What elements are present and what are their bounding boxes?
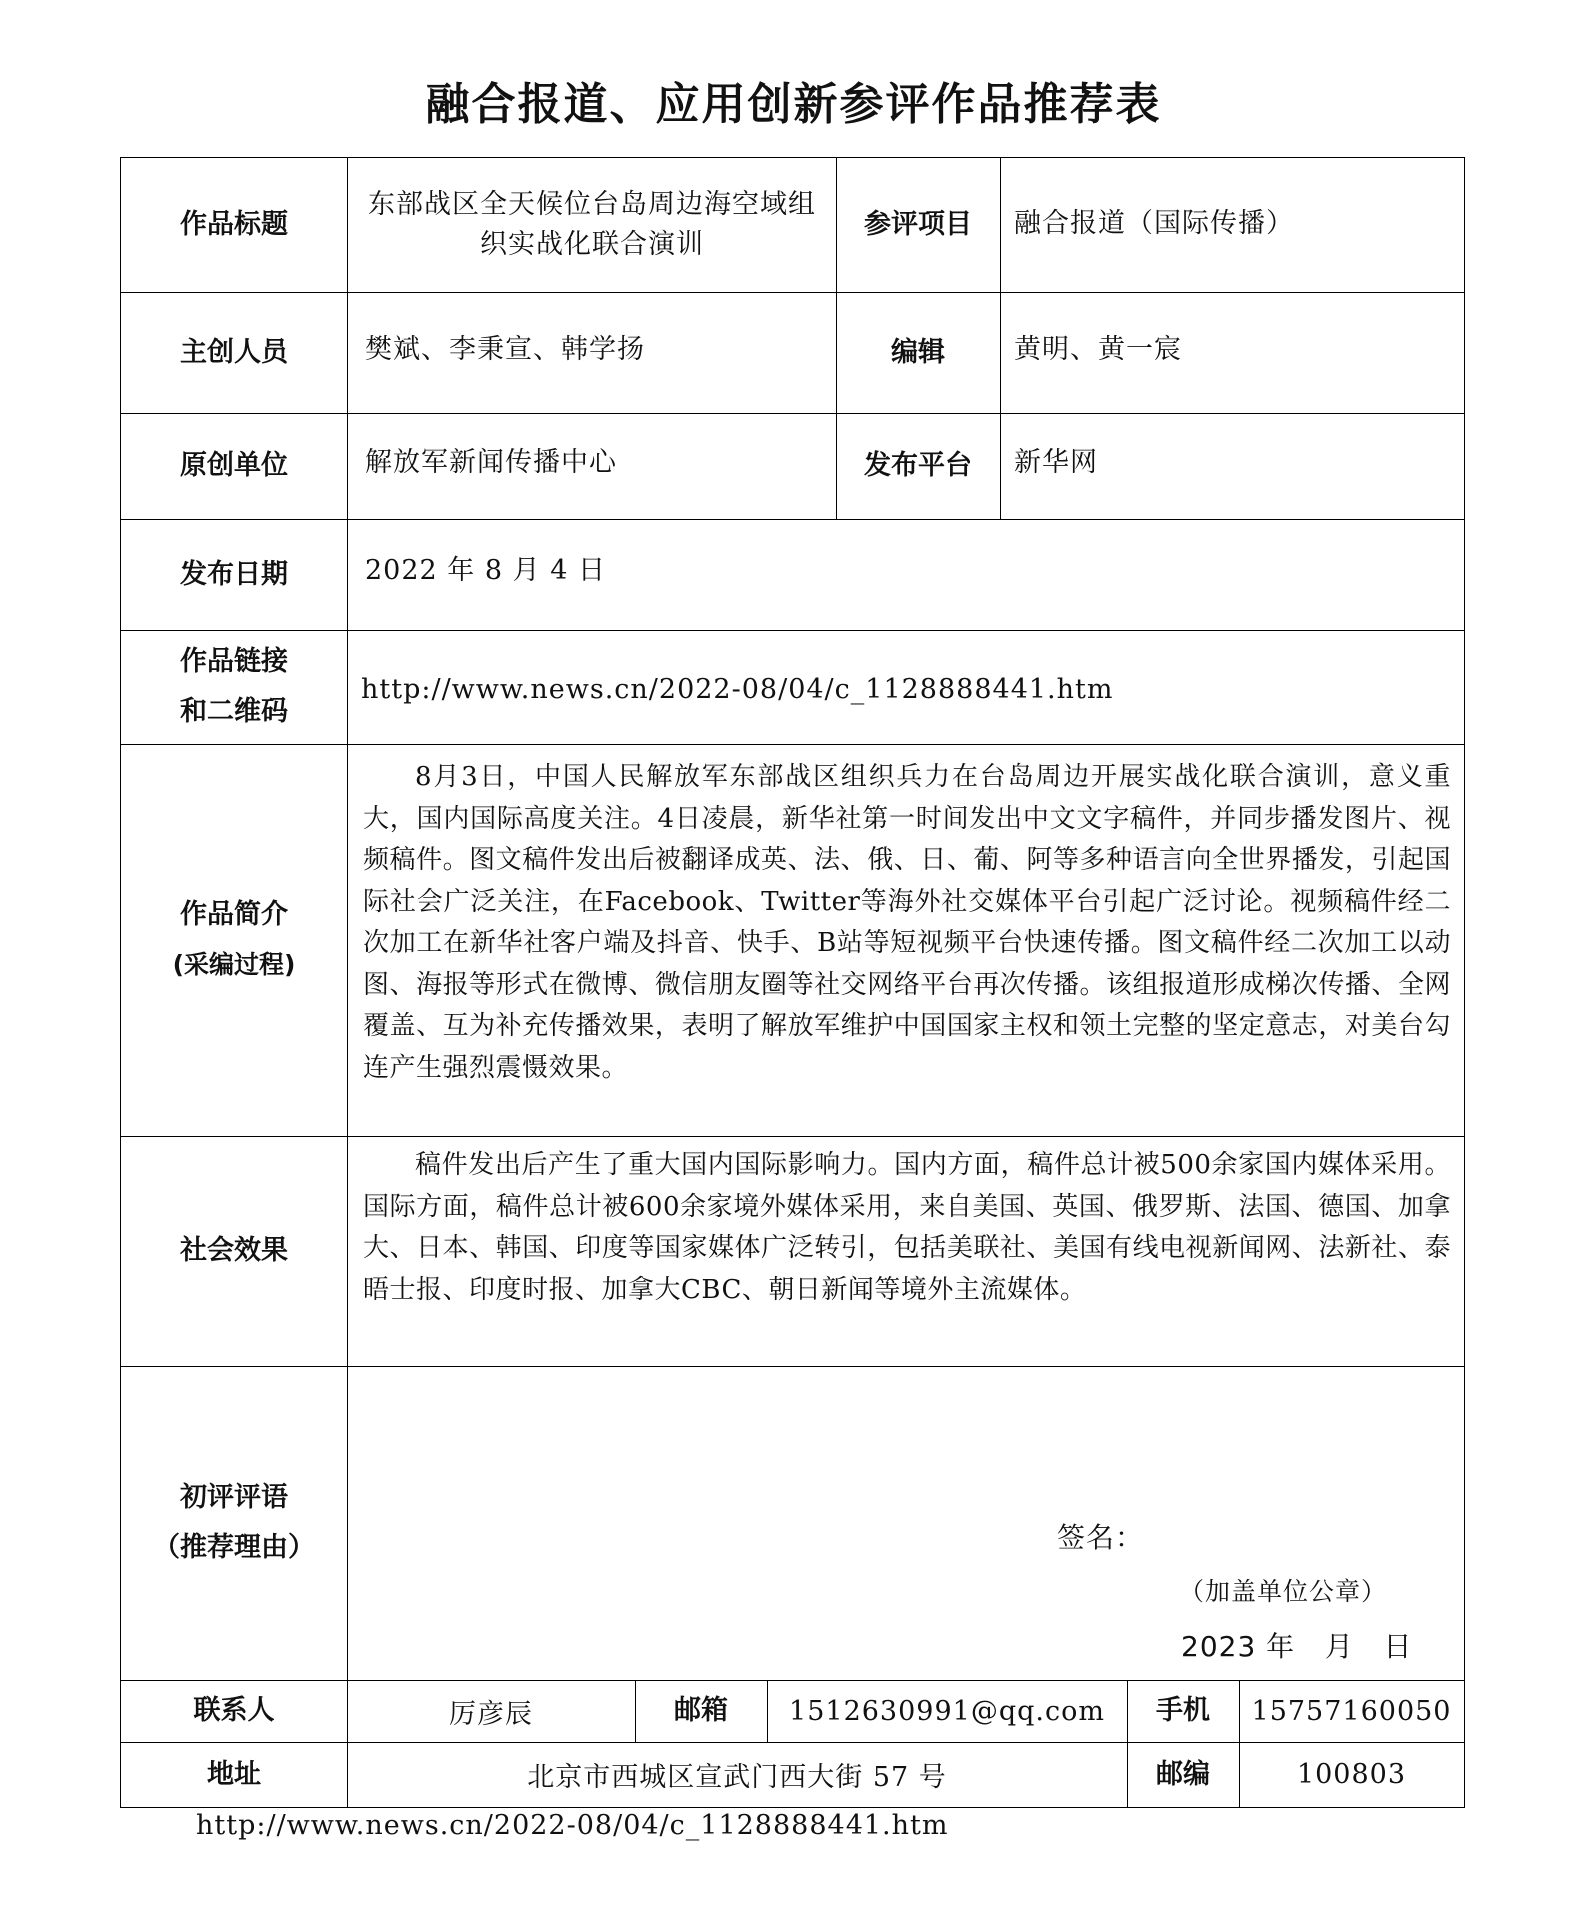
link-label bbox=[121, 630, 347, 744]
email-value: 1512630991@qq.com bbox=[789, 1695, 1105, 1727]
work-link[interactable]: http://www.news.cn/2022-08/04/c_1128888441.htm bbox=[361, 674, 1114, 705]
page-title: 融合报道、应用创新参评作品推荐表 bbox=[425, 79, 1162, 130]
date-label: 发布日期 bbox=[180, 558, 288, 590]
address-label: 地址 bbox=[207, 1758, 261, 1790]
summary-label bbox=[121, 744, 347, 1136]
address-value: 北京市西城区宣武门西大街 57 号 bbox=[527, 1762, 947, 1793]
category-value: 融合报道（国际传播） bbox=[1014, 208, 1294, 239]
sign-date: 2023 年 月 日 bbox=[1181, 1630, 1413, 1663]
phone-value: 15757160050 bbox=[1251, 1695, 1452, 1727]
postcode-label: 邮编 bbox=[1156, 1758, 1210, 1790]
column-divider bbox=[1000, 158, 1001, 519]
effect-label: 社会效果 bbox=[180, 1235, 288, 1266]
work-title-label: 作品标题 bbox=[180, 209, 288, 240]
unit-label: 原创单位 bbox=[180, 450, 288, 481]
summary-label-line1: 作品简介 bbox=[180, 899, 288, 930]
phone-label: 手机 bbox=[1156, 1695, 1210, 1726]
review-label bbox=[121, 1366, 347, 1680]
email-label: 邮箱 bbox=[674, 1695, 728, 1726]
postcode-value: 100803 bbox=[1296, 1759, 1407, 1790]
seal-note: （加盖单位公章） bbox=[1179, 1577, 1388, 1606]
date-value: 2022 年 8 月 4 日 bbox=[365, 555, 606, 586]
contact-label: 联系人 bbox=[193, 1695, 275, 1726]
column-divider bbox=[347, 158, 348, 1807]
unit-value: 解放军新闻传播中心 bbox=[365, 447, 617, 478]
authors-value: 樊斌、李秉宣、韩学扬 bbox=[365, 334, 645, 365]
contact-value: 厉彦辰 bbox=[449, 1698, 533, 1730]
summary-label-line2: (采编过程) bbox=[172, 950, 296, 979]
review-label-line2: （推荐理由） bbox=[153, 1532, 315, 1563]
category-label: 参评项目 bbox=[864, 209, 972, 240]
recommendation-form bbox=[120, 157, 1465, 1808]
platform-value: 新华网 bbox=[1014, 447, 1098, 478]
platform-label: 发布平台 bbox=[864, 450, 972, 481]
review-label-line1: 初评评语 bbox=[180, 1482, 288, 1513]
editors-value: 黄明、黄一宸 bbox=[1014, 334, 1182, 365]
editors-label: 编辑 bbox=[891, 336, 945, 368]
signature-label: 签名： bbox=[1057, 1521, 1145, 1554]
work-title-value: 东部战区全天候位台岛周边海空域组织实战化联合演训 bbox=[368, 189, 816, 260]
footer-link[interactable]: http://www.news.cn/2022-08/04/c_1128888441.htm bbox=[196, 1810, 949, 1841]
summary-text: 8月3日，中国人民解放军东部战区组织兵力在台岛周边开展实战化联合演训，意义重大，国内国际高度关注。4日凌晨，新华社第一时间发出中文文字稿件，并同步播发图片、视频稿件。图文稿件发出后被翻译成英、法、俄、日、葡、阿等多种语言向全世界播发，引起国际社会广泛关注，在Facebook、Twitter等海外社交媒体平台引起广泛讨论。视频稿件经二次加工在新华社客户端及抖音、快手、B站等短视频平台快速传播。图文稿件经二次加工以动图、海报等形式在微博、微信朋友圈等社交网络平台再次传播。该组报道形成梯次传播、全网覆盖、互为补充传播效果，表明了解放军维护中国国家主权和领土完整的坚定意志，对美台勾连产生强烈震慑效果。 bbox=[363, 762, 1451, 1083]
link-label-line1: 作品链接 bbox=[180, 646, 288, 677]
authors-label: 主创人员 bbox=[180, 336, 288, 368]
effect-text: 稿件发出后产生了重大国内国际影响力。国内方面，稿件总计被500余家国内媒体采用。国际方面，稿件总计被600余家境外媒体采用，来自美国、英国、俄罗斯、法国、德国、加拿大、日本、韩国、印度等国家媒体广泛转引，包括美联社、美国有线电视新闻网、法新社、泰晤士报、印度时报、加拿大CBC、朝日新闻等境外主流媒体。 bbox=[363, 1150, 1451, 1305]
link-label-line2: 和二维码 bbox=[180, 696, 288, 727]
